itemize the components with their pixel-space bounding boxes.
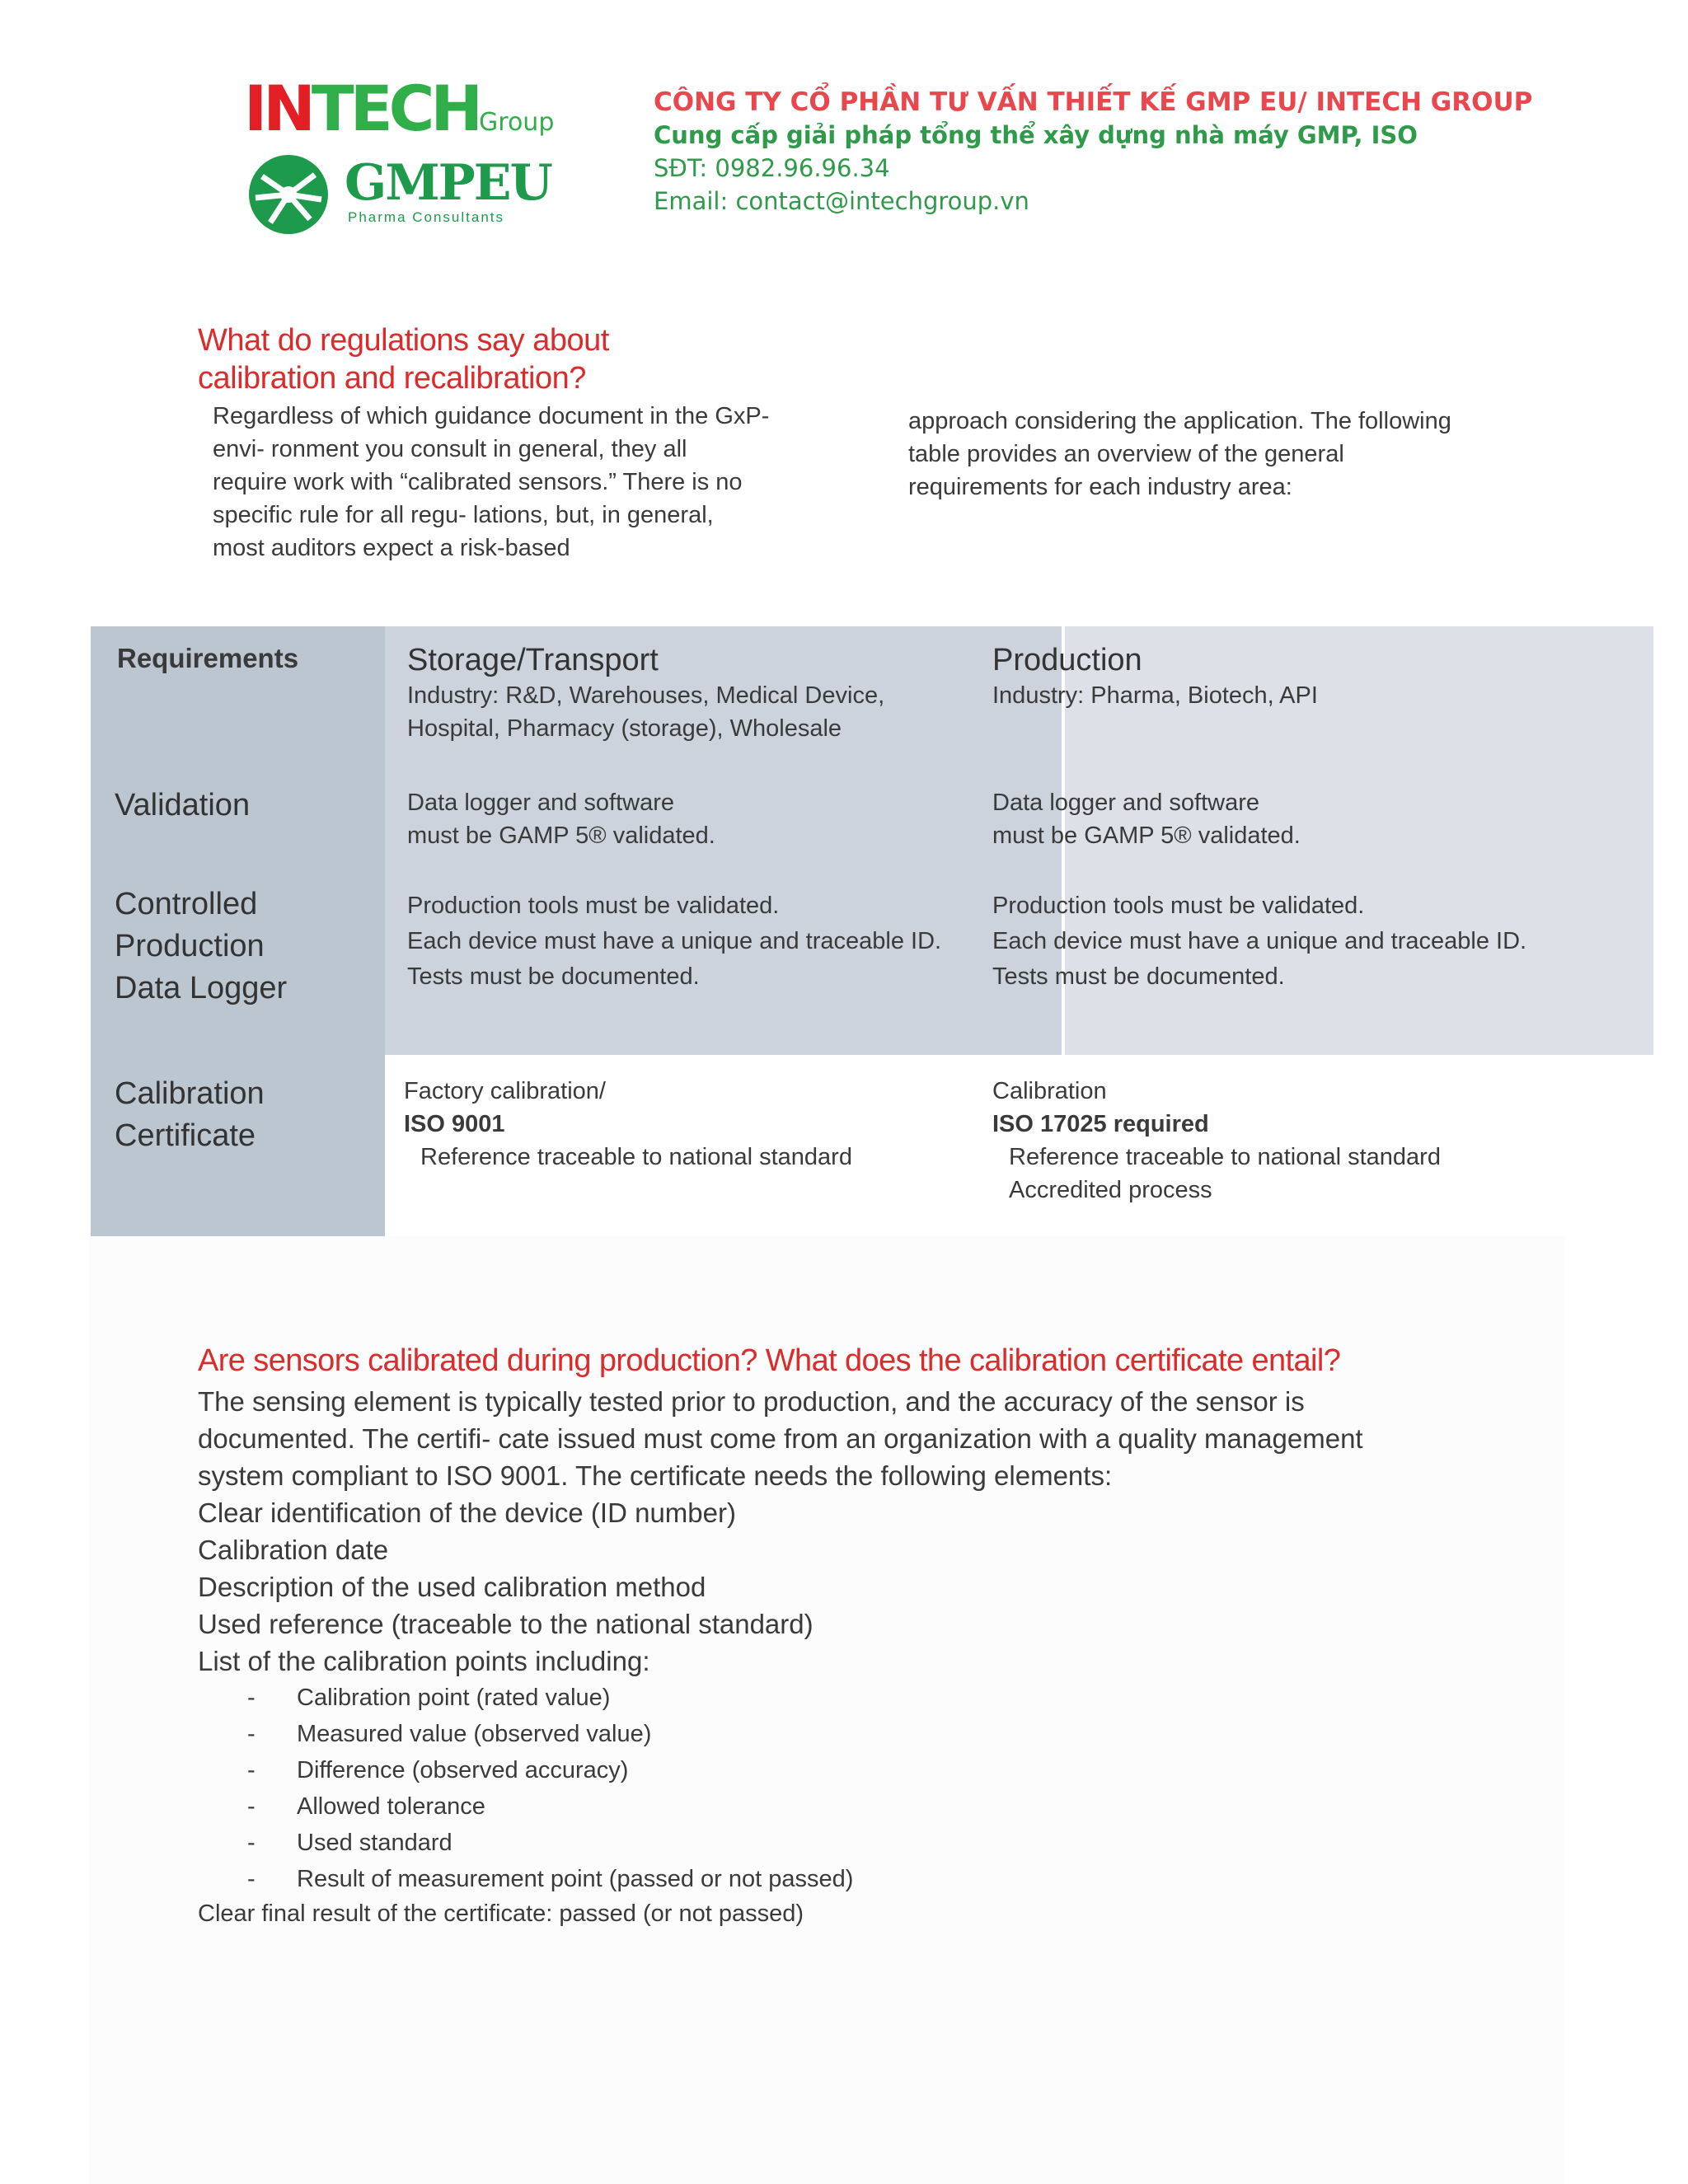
- gmpeu-globe-icon: [246, 152, 331, 237]
- row-label-controlled-production: Controlled Production Data Logger: [115, 887, 288, 1005]
- production-certificate-cell: Calibration ISO 17025 required Reference traceable to national standard Accredited process: [992, 1078, 1441, 1203]
- storage-controlled-cell: Production tools must be validated. Each device must have a unique and traceable ID. Tests must be documented.: [407, 893, 942, 990]
- storage-header-cell: Storage/Transport Industry: R&D, Warehouses, Medical Device, Hospital, Pharmacy (storage), Wholesale: [407, 643, 885, 742]
- intro-paragraph-right: approach considering the application. The following table provides an overview of the general requirements for each industry area:: [908, 408, 1451, 500]
- production-title: Production: [992, 643, 1142, 677]
- company-logos: [244, 72, 555, 241]
- list-item: - Measured value (observed value): [247, 1721, 652, 1747]
- intro-paragraph-left: Regardless of which guidance document in the GxP- envi- ronment you consult in general, they all require work with “calibrated sensors.” There is no specific rule for all regu- lations, but, in general, most auditors expect a risk-based: [213, 403, 770, 561]
- section2-heading: Are sensors calibrated during production? What does the calibration certificate entail?: [198, 1343, 1341, 1378]
- list-item: Used reference (traceable to the national standard): [198, 1609, 814, 1639]
- intech-group-logo: INTECHGroup: [244, 72, 555, 145]
- production-header-cell: Production Industry: Pharma, Biotech, API: [992, 643, 1318, 709]
- company-phone: SĐT: 0982.96.96.34: [654, 154, 890, 182]
- list-item: - Calibration point (rated value): [247, 1685, 611, 1711]
- calibration-points-list: [198, 1680, 1517, 1897]
- requirements-table: [91, 626, 1563, 1236]
- row-label-calibration-certificate: Calibration Certificate: [115, 1076, 265, 1153]
- company-tagline: Cung cấp giải pháp tổng thể xây dựng nhà máy GMP, ISO: [654, 121, 1418, 149]
- production-controlled-cell: Production tools must be validated. Each device must have a unique and traceable ID. Tests must be documented.: [992, 893, 1527, 990]
- final-result-line: Clear final result of the certificate: passed (or not passed): [198, 1900, 804, 1927]
- company-email: Email: contact@intechgroup.vn: [654, 187, 1029, 215]
- company-name: CÔNG TY CỔ PHẦN TƯ VẤN THIẾT KẾ GMP EU/ INTECH GROUP: [654, 87, 1533, 117]
- list-item: Description of the used calibration method: [198, 1572, 706, 1602]
- gmpeu-logo-text: GMPEU: [345, 154, 551, 212]
- list-item: - Difference (observed accuracy): [247, 1757, 629, 1783]
- list-item: Calibration date: [198, 1535, 389, 1565]
- storage-title: Storage/Transport: [407, 643, 659, 677]
- list-item: - Allowed tolerance: [247, 1793, 485, 1820]
- production-validation-cell: Data logger and software must be GAMP 5® validated.: [992, 790, 1301, 849]
- row-label-validation: Validation: [115, 788, 251, 823]
- list-item: - Used standard: [247, 1830, 452, 1856]
- requirements-header: Requirements: [117, 643, 299, 673]
- gmpeu-logo-tagline: Pharma Consultants: [348, 209, 505, 225]
- storage-certificate-cell: Factory calibration/ ISO 9001 Reference traceable to national standard: [404, 1078, 852, 1170]
- section1-heading: What do regulations say about calibration and recalibration?: [198, 323, 609, 396]
- list-item: Clear identification of the device (ID number): [198, 1497, 736, 1528]
- company-info: [654, 86, 1532, 218]
- certificate-paragraph: The sensing element is typically tested prior to production, and the accuracy of the sensor is documented. The certifi- cate issued must come from an organization with a quality management system compliant to ISO 9001. The certificate needs the following elements:: [198, 1386, 1363, 1491]
- certificate-elements-list: [198, 1494, 1517, 1680]
- storage-validation-cell: Data logger and software must be GAMP 5® validated.: [407, 790, 715, 849]
- list-item: - Result of measurement point (passed or not passed): [247, 1866, 854, 1892]
- list-item: List of the calibration points including:: [198, 1646, 650, 1676]
- certificate-description: [198, 1383, 1517, 1930]
